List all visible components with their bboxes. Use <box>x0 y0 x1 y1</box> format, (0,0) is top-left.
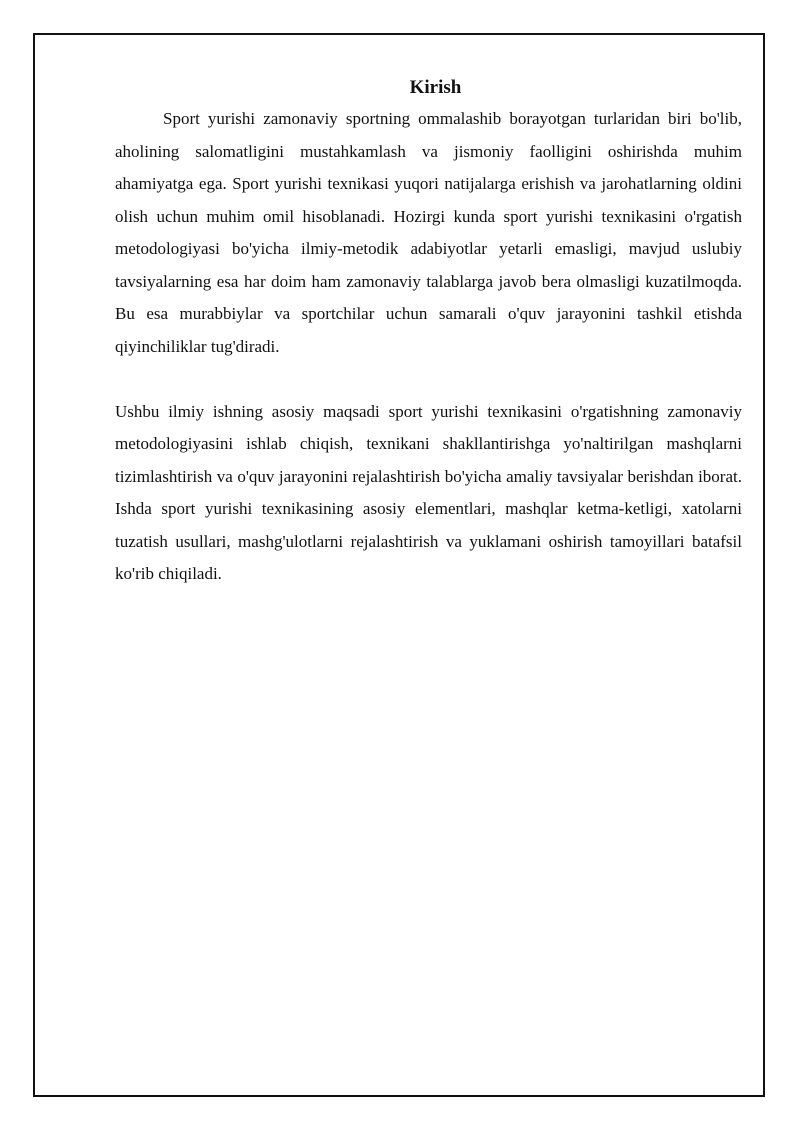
paragraph-intro: Sport yurishi zamonaviy sportning ommalashib borayotgan turlaridan biri bo'lib, aholining salomatligini mustahkamlash va jismoniy faolligini oshirishda muhim ahamiyatga ega. Sport yurishi texnikasi yuqori natijalarga erishish va jarohatlarning oldini olish uchun muhim omil hisoblanadi. Hozirgi kunda sport yurishi texnikasini o'rgatish metodologiyasi bo'yicha ilmiy-metodik adabiyotlar yetarli emasligi, mavjud uslubiy tavsiyalarning esa har doim ham zamonaviy talablarga javob bera olmasligi kuzatilmoqda. Bu esa murabbiylar va sportchilar uchun samarali o'quv jarayonini tashkil etishda qiyinchiliklar tug'diradi. <box>115 109 742 356</box>
paragraph-aim: Ushbu ilmiy ishning asosiy maqsadi sport yurishi texnikasini o'rgatishning zamonaviy metodologiyasini ishlab chiqish, texnikani shakllantirishga yo'naltirilgan mashqlarni tizimlashtirish va o'quv jarayonini rejalashtirish bo'yicha amaliy tavsiyalar berishdan iborat. Ishda sport yurishi texnikasining asosiy elementlari, mashqlar ketma-ketligi, xatolarni tuzatish usullari, mashg'ulotlarni rejalashtirish va yuklamani oshirish tamoyillari batafsil ko'rib chiqiladi. <box>115 401 742 583</box>
document-body <box>115 74 742 591</box>
paragraph-spacer <box>115 363 742 396</box>
section-heading: Kirish <box>409 77 462 98</box>
